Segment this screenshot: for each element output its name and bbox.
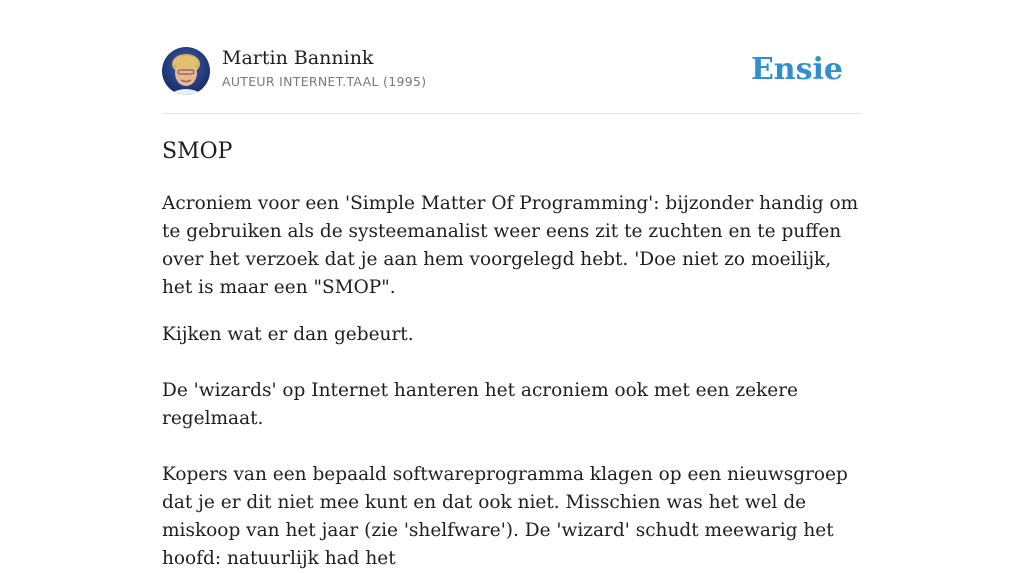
author-name[interactable]: Martin Bannink — [222, 47, 374, 69]
page — [162, 0, 862, 569]
entry-title: SMOP — [162, 139, 233, 164]
header — [162, 46, 862, 96]
ensie-logo-link[interactable]: Ensie — [750, 52, 843, 87]
author-photo-icon — [162, 47, 210, 95]
header-divider — [162, 113, 862, 114]
author-avatar[interactable] — [162, 47, 210, 95]
author-role: AUTEUR INTERNET.TAAL (1995) — [222, 74, 427, 89]
entry-paragraph-2: Kijken wat er dan gebeurt. De 'wizards' op Internet hanteren het acroniem ook met een zekere regelmaat. Kopers van een bepaald softwareprogramma klagen op een nieuwsgroep dat je er dit niet mee kunt en dat ook niet. Misschien was het wel de miskoop van het jaar (zie 'shelfware'). De 'wizard' schudt meewarig het hoofd: natuurlijk had het — [162, 324, 848, 569]
entry-paragraph-1: Acroniem voor een 'Simple Matter Of Programming': bijzonder handig om te gebruiken als de systeemanalist weer eens zit te zuchten en te puffen over het verzoek dat je aan hem voorgelegd hebt. 'Doe niet zo moeilijk, het is maar een "SMOP". — [162, 193, 859, 298]
